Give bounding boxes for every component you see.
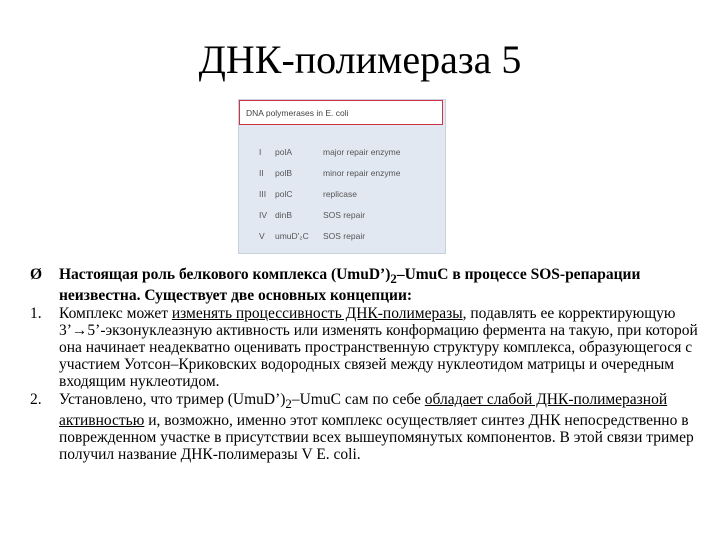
item-text: –UmuC сам по себе xyxy=(291,390,425,408)
figure-row xyxy=(239,189,445,209)
gene-name: polA xyxy=(275,147,293,157)
polymerase-function: minor repair enzyme xyxy=(323,168,401,178)
dna-polymerases-figure xyxy=(238,99,446,254)
item-text: , подавлять ее корректирующую 3’→5’-экзонуклеазную активность или изменять конформацию фермента на такую, при которой она начинает неадекватно оценивать пространственную структуру комплекса, образующегося с участием Уотсон–Криковских водородных связей между нуклеотидом матрицы и очередным входящим нуклеотидом. xyxy=(59,304,698,391)
polymerase-number: IV xyxy=(259,210,268,220)
item-text: и, возможно, именно этот комплекс осуществляет синтез ДНК непосредственно в поврежденном участке в присутствии всех вышеупомянутых компонентов. В этой связи тример получил название ДНК-полимеразы V E. coli. xyxy=(59,411,694,464)
polymerase-number: I xyxy=(259,147,262,157)
gene-name: polC xyxy=(275,189,293,199)
polymerase-function: SOS repair xyxy=(323,231,366,241)
polymerase-function: major repair enzyme xyxy=(323,147,401,157)
arrow-bullet-icon: Ø xyxy=(30,266,43,283)
underlined-text: изменять процессивность ДНК-полимеразы xyxy=(171,304,463,322)
polymerase-number: V xyxy=(259,231,265,241)
subscript: 2 xyxy=(390,271,397,287)
figure-header: DNA polymerases in E. coli xyxy=(239,100,443,125)
item-text: Установлено, что тример (UmuD’) xyxy=(59,390,286,408)
figure-row xyxy=(239,147,445,167)
subscript: 2 xyxy=(285,395,292,411)
item-text: Комплекс может xyxy=(59,304,172,322)
bullet-text: Настоящая роль белкового комплекса (UmuD’) xyxy=(59,266,391,283)
figure-row xyxy=(239,168,445,188)
bullet-text: –UmuC в процессе SOS-репарации неизвестна. Существует две основных концепции: xyxy=(59,266,641,305)
gene-name: polB xyxy=(275,168,293,178)
figure-row xyxy=(239,210,445,230)
list-number: 2. xyxy=(30,390,42,408)
polymerase-number: II xyxy=(259,168,264,178)
underlined-text: обладает слабой ДНК-полимеразной активностью xyxy=(59,390,668,429)
list-item-1 xyxy=(30,305,712,391)
polymerase-number: III xyxy=(259,189,267,199)
slide-title: ДНК-полимераза 5 xyxy=(198,37,522,82)
polymerase-function: replicase xyxy=(323,189,358,199)
figure-row xyxy=(239,231,445,251)
body-text xyxy=(30,266,712,463)
gene-name: dinB xyxy=(275,210,293,220)
list-number: 1. xyxy=(30,304,42,322)
bullet-item xyxy=(30,266,712,305)
list-item-2 xyxy=(30,391,712,464)
polymerase-function: SOS repair xyxy=(323,210,366,220)
gene-name: umuD'₂C xyxy=(275,231,309,241)
